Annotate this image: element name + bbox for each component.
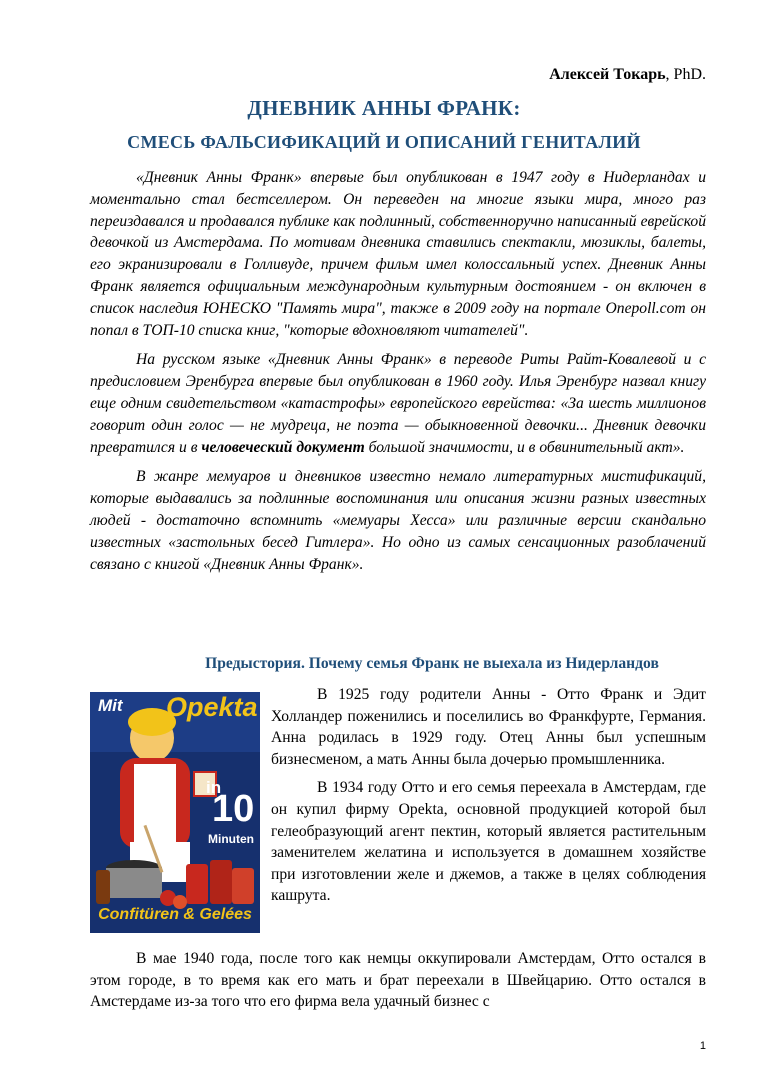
body-paragraph-2: В 1934 году Отто и его семья переехала в Амстердам, где он купил фирму Opekta, основной продукцией которой был гелеобразующий агент пектин, который является растительным заменителем желатина и используется в домашнем хозяйстве при изготовлении желе и джемов, а также в целях соблюдения кашрута.: [271, 779, 706, 905]
intro-p2-end: большой значимости, и в обвинительный акт».: [364, 438, 685, 456]
intro-section: [90, 167, 706, 583]
intro-paragraph-3: В жанре мемуаров и дневников известно немало литературных мистификаций, которые выдавались за подлинные воспоминания или описания жизни разных известных людей - достаточно вспомнить «мемуары Хесса» или различные версии скандально известных «застольных бесед Гитлера». Но одно из самых сенсационных разоблачений связано с книгой «Дневник Анны Франк».: [90, 468, 706, 573]
author-line: [549, 66, 706, 84]
intro-paragraph-2: [90, 349, 706, 458]
document-subtitle: СМЕСЬ ФАЛЬСИФИКАЦИЙ И ОПИСАНИЙ ГЕНИТАЛИЙ: [127, 132, 641, 152]
author-suffix: , PhD.: [665, 66, 706, 83]
intro-p2-start: На русском языке «Дневник Анны Франк» в переводе Риты Райт-Ковалевой и с предисловием Эренбурга впервые был опубликован в 1960 году. Илья Эренбург назвал книгу еще одним свидетельством «катастрофы» европейского еврейства: «За шесть миллионов говорит один голос — не мудреца, не поэта — обыкновенной девочки... Дневник девочки превратился и в: [90, 351, 706, 456]
section-heading: Предыстория. Почему семья Франк не выехала из Нидерландов: [205, 655, 659, 672]
body-paragraph-1: В 1925 году родители Анны - Отто Франк и Эдит Холландер поженились и поселились во Франкфурте, Германия. Анна родилась в 1929 году. Отец Анны был успешным бизнесменом, а мать Анны была дочерью промышленника.: [271, 686, 706, 768]
body-text-full-width: [90, 948, 706, 1013]
poster-bottom: Confitüren & Gelées: [98, 906, 252, 923]
poster-in: in: [206, 778, 222, 797]
body-paragraph-3: В мае 1940 года, после того как немцы оккупировали Амстердам, Отто остался в этом городе, в то время как его мать и брат переехали в Швейцарию. Отто остался в Амстердаме из-за того что его фирма вела удачный бизнес с: [90, 950, 706, 1011]
document-title: ДНЕВНИК АННЫ ФРАНК:: [247, 96, 521, 120]
page-number: 1: [699, 1040, 706, 1052]
opekta-poster-image: [90, 692, 260, 933]
body-text-right-column: [271, 684, 706, 914]
poster-mit: Mit: [98, 696, 123, 715]
poster-brand: Opekta: [166, 692, 258, 722]
author-name: Алексей Токарь: [549, 66, 666, 83]
intro-p2-bold: человеческий документ: [201, 438, 365, 456]
intro-paragraph-1: «Дневник Анны Франк» впервые был опубликован в 1947 году в Нидерландах и моментально стал бестселлером. Он переведен на многие языки мира, много раз переиздавался и продавался публике как подлинный, собственноручно написанный еврейской девочкой из Амстердама. По мотивам дневника ставились спектакли, мюзиклы, балеты, его экранизировали в Голливуде, причем фильм имел колоссальный успех. Дневник Анны Франк является официальным международным культурным достоянием - он включен в список наследия ЮНЕСКО "Память мира", также в 2009 году на портале Onepoll.com он попал в ТОП-10 списка книг, "которые вдохновляют читателей".: [90, 169, 706, 339]
poster-number: 10: [212, 788, 255, 830]
poster-minuten: Minuten: [208, 832, 254, 846]
